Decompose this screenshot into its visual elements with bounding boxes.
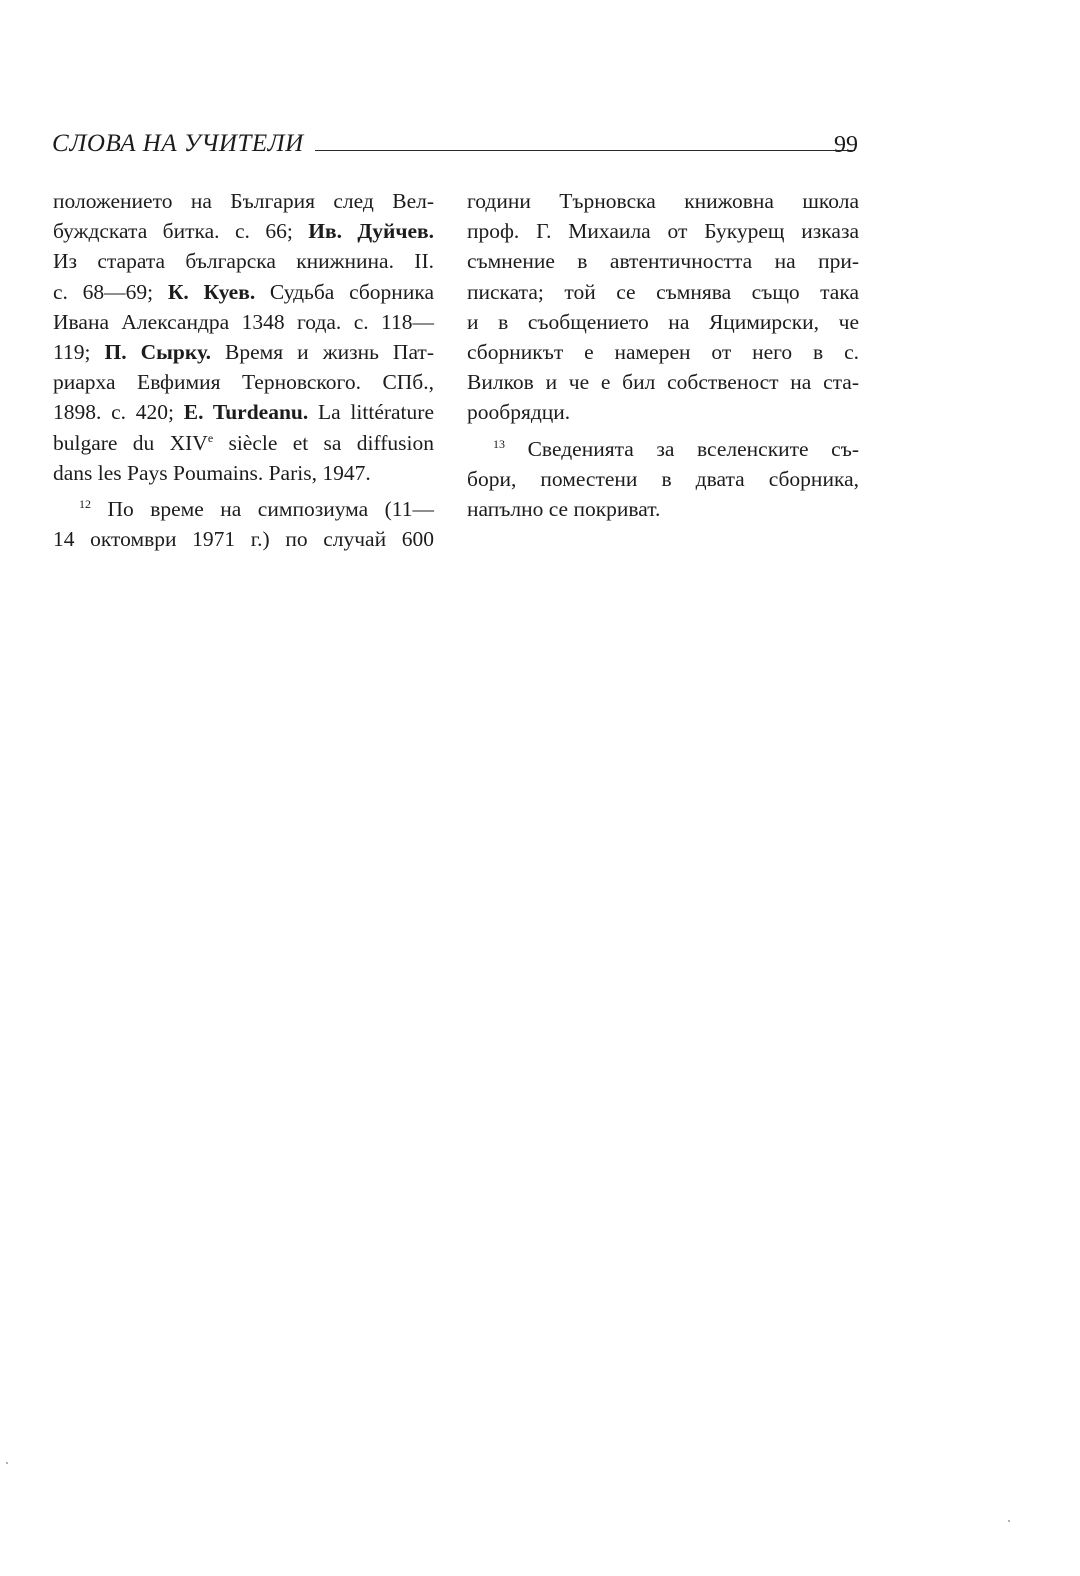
text-line: с. 68—69; К. Куев. Судьба сборника — [53, 279, 434, 304]
footnote-marker: 13 — [493, 436, 505, 451]
text-line: bulgare du XIVe siècle et sa diffusion — [53, 430, 434, 455]
text-line: проф. Г. Михаила от Букурещ изказа — [467, 219, 859, 244]
text-line: бори, поместени в двата сборника, — [467, 466, 859, 491]
author-name: E. Turdeanu. — [183, 400, 309, 425]
text-line: Ивана Александра 1348 года. с. 118— — [53, 309, 434, 334]
footnote-line: $^{13}$ Сведенията за вселенските съ- — [493, 436, 859, 461]
text-line: dans les Pays Poumains. Paris, 1947. — [53, 460, 371, 485]
text-line: буждската битка. с. 66; Ив. Дуйчев. — [53, 219, 435, 244]
scan-speck — [6, 1462, 8, 1464]
running-head — [52, 128, 858, 164]
author-name: К. Куев. — [167, 279, 256, 304]
footnote-marker: 12 — [79, 496, 91, 511]
author-name: Ив. Дуйчев. — [308, 219, 435, 244]
superscript: e — [207, 430, 214, 445]
text-line: 14 октомври 1971 г.) по случай 600 — [53, 527, 434, 552]
page-number: 99 — [834, 132, 858, 158]
text-line: положението на България след Вел- — [53, 189, 434, 213]
text-line: години Търновска книжовна школа — [467, 189, 859, 213]
footnote-line: $^{12}$ По време на симпозиума (11— — [79, 496, 434, 521]
text-line: Вилков и че е бил собственост на ста- — [467, 370, 859, 395]
text-line: сборникът е намерен от него в с. — [467, 339, 859, 364]
author-name: П. Сырку. — [104, 339, 211, 364]
text-line: 1898. с. 420; E. Turdeanu. La littérature — [53, 400, 434, 425]
text-line: риарха Евфимия Терновского. СПб., — [53, 370, 434, 395]
left-column — [53, 186, 434, 554]
header-rule — [315, 150, 855, 151]
text-line: Из старата българска книжнина. II. — [53, 249, 434, 274]
running-title: СЛОВА НА УЧИТЕЛИ — [52, 130, 304, 157]
text-line: писката; той се съмнява също така — [467, 279, 859, 304]
text-line: съмнение в автентичността на при- — [467, 249, 859, 274]
text-line: рообрядци. — [467, 400, 571, 425]
scan-speck — [1008, 1520, 1010, 1522]
text-line: напълно се покриват. — [467, 496, 661, 521]
text-line: и в съобщението на Яцимирски, че — [467, 309, 859, 334]
right-column — [467, 186, 859, 524]
text-line: 119; П. Сырку. Время и жизнь Пат- — [53, 339, 434, 364]
